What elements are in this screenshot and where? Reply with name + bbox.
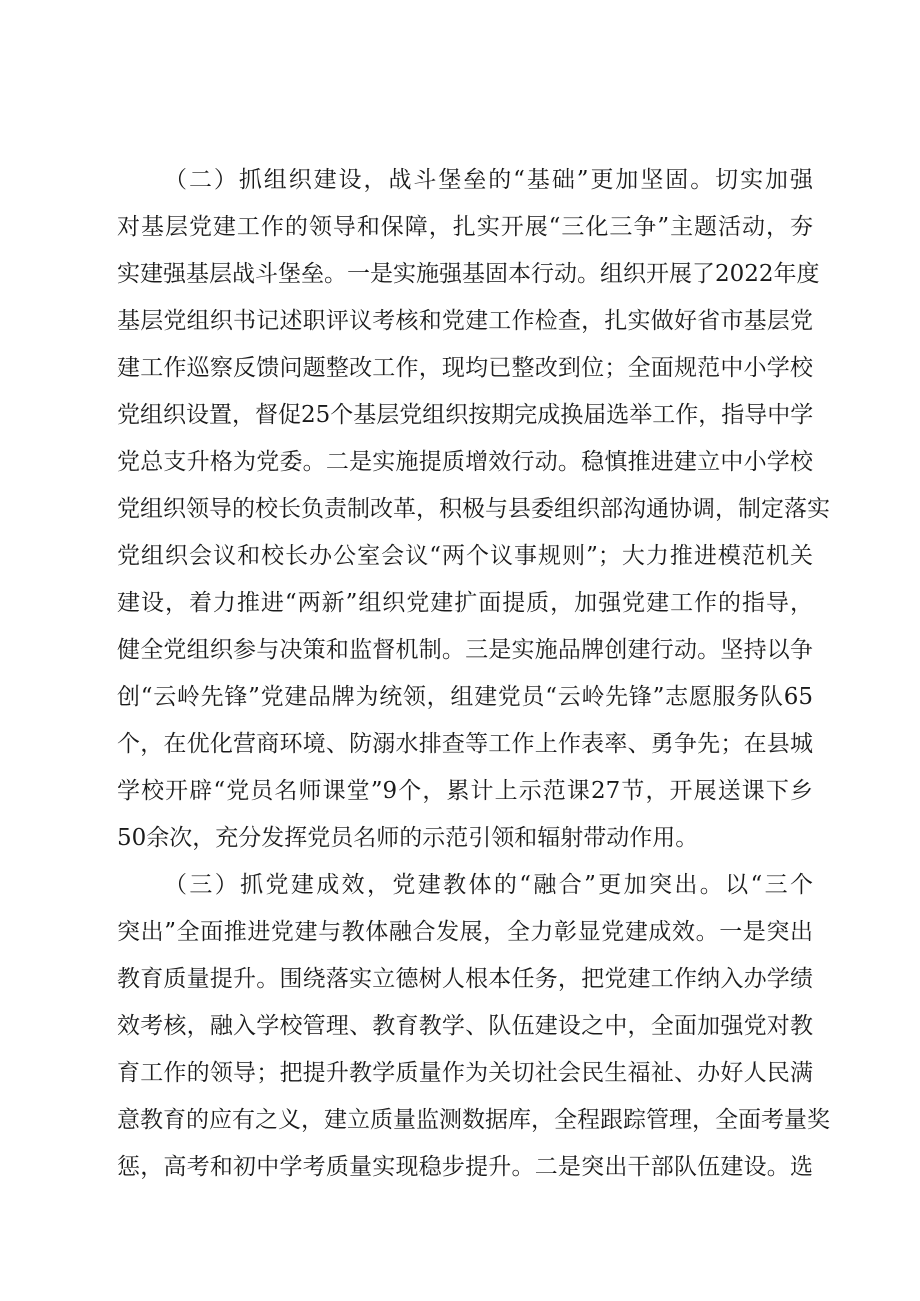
text-line: 党组织会议和校长办公室会议“两个议事规则”；大力推进模范机关 (117, 543, 813, 569)
text-line: 个，在优化营商环境、防溺水排查等工作上作表率、勇争先；在县城 (117, 731, 813, 757)
text-line: 意教育的应有之义，建立质量监测数据库，全程跟踪管理，全面考量奖 (117, 1107, 830, 1133)
text-line: 建工作巡察反馈问题整改工作，现均已整改到位；全面规范中小学校 (117, 355, 813, 381)
text-line: 健全党组织参与决策和监督机制。三是实施品牌创建行动。坚持以争 (117, 637, 813, 663)
text-line: 建设，着力推进“两新”组织党建扩面提质，加强党建工作的指导， (117, 590, 813, 616)
text-line: 基层党组织书记述职评议考核和党建工作检查，扎实做好省市基层党 (117, 308, 813, 334)
text-line: 50余次，充分发挥党员名师的示范引领和辐射带动作用。 (117, 825, 699, 851)
text-line: 党总支升格为党委。二是实施提质增效行动。稳慎推进建立中小学校 (117, 449, 813, 475)
text-line: 实建强基层战斗堡垒。一是实施强基固本行动。组织开展了2022年度 (117, 261, 820, 287)
text-line: （二）抓组织建设，战斗堡垒的“基础”更加坚固。切实加强 (164, 167, 813, 193)
text-line: 育工作的领导；把提升教学质量作为关切社会民生福祉、办好人民满 (117, 1060, 813, 1086)
text-line: 党组织设置，督促25个基层党组织按期完成换届选举工作，指导中学 (117, 402, 814, 428)
text-line: 学校开辟“党员名师课堂”9个，累计上示范课27节，开展送课下乡 (117, 778, 813, 804)
text-line: 创“云岭先锋”党建品牌为统领，组建党员“云岭先锋”志愿服务队65 (117, 684, 813, 710)
text-line: 惩，高考和初中学考质量实现稳步提升。二是突出干部队伍建设。选 (117, 1154, 813, 1180)
text-line: （三）抓党建成效，党建教体的“融合”更加突出。以“三个 (164, 872, 813, 898)
text-line: 突出”全面推进党建与教体融合发展，全力彰显党建成效。一是突出 (117, 919, 813, 945)
text-line: 教育质量提升。围绕落实立德树人根本任务，把党建工作纳入办学绩 (117, 966, 813, 992)
text-line: 对基层党建工作的领导和保障，扎实开展“三化三争”主题活动，夯 (117, 214, 813, 240)
text-line: 效考核，融入学校管理、教育教学、队伍建设之中，全面加强党对教 (117, 1013, 813, 1039)
text-line: 党组织领导的校长负责制改革，积极与县委组织部沟通协调，制定落实 (117, 496, 830, 522)
